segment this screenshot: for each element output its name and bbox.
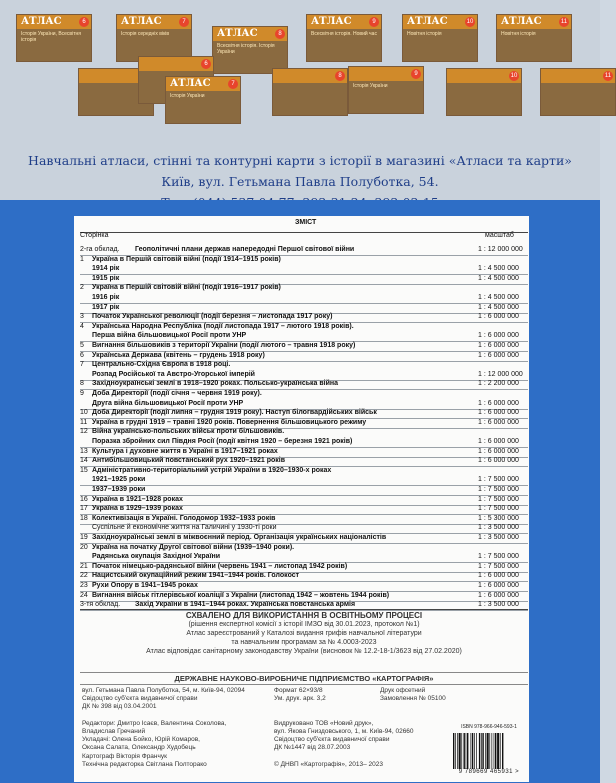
isbn-text: ISBN 978-966-946-593-1 [461,724,517,730]
toc-entry-text: Україна в Першій світовій війні (події 1914–1915 років) [92,255,281,263]
toc-scale: 1 : 3 500 000 [478,601,519,609]
shop-address: Київ, вул. Гетьмана Павла Полуботка, 54. [161,174,439,189]
barcode-bar [502,733,503,769]
toc-entry-text: Антибільшовицький повстанський рух 1920–1921 років [92,457,286,465]
toc-entry-text: Нацистський окупаційний режим 1941–1944 років. Голокост [92,572,300,580]
toc-entry-text: Геополітичні плани держав напередодні Першої світової війни [135,246,355,253]
atlas-cover [116,14,192,62]
imprint-line: Друк офсетний [380,687,426,694]
toc-page-number: 17 [80,505,88,513]
toc-page-number: 8 [80,380,84,388]
atlas-cover [496,14,572,62]
barcode-bar [453,733,454,769]
col-scale-label: масштаб [485,232,514,239]
toc-page-number: 15 [80,466,88,474]
barcode-bar [485,733,486,769]
toc-entry-text: Українська Народна Республіка (події листопада 1917 – лютого 1918 років). [92,322,354,330]
toc-scale: 1 : 7 500 000 [478,562,519,570]
imprint-line: вул. Гетьмана Павла Полуботка, 54, м. Київ-94, 02094 [82,687,245,694]
toc-entry-text: Культура і духовне життя в Україні в 1917–1921 роках [92,447,278,455]
toc-scale: 1 : 6 000 000 [478,351,519,359]
imprint-line: Картограф Вікторія Франчук [82,752,167,760]
imprint-line [274,753,454,761]
toc-row [80,360,528,370]
toc-entry-text: 1916 рік [92,294,120,301]
toc-page-number: 3 [80,313,84,321]
imprint-line: Владислав Гречаний [82,728,146,736]
toc-page-number: 11 [80,418,88,426]
toc-entry-text: Центрально-Східна Європа в 1918 році. [92,361,231,369]
toc-scale: 1 : 7 500 000 [478,486,519,493]
cover-title: АТЛАС [121,16,162,27]
toc-page-number: 5 [80,342,84,349]
toc-scale: 1 : 7 500 000 [478,476,519,484]
barcode-image [452,733,526,769]
barcode-bar [457,733,458,769]
toc-scale: 1 : 6 000 000 [478,438,519,445]
cover-grade-badge: 11 [560,19,568,25]
toc-entry-text: Поразка збройних сил Півдня Росії (події квітня 1920 – березня 1921 років) [92,438,353,445]
toc-page-number: 21 [80,562,88,570]
toc-scale: 1 : 4 500 000 [478,294,519,301]
toc-entry-text: 1921–1925 роки [92,476,146,484]
toc-entry-text: Війна українсько-польських військ проти більшовиків. [92,428,285,436]
imprint-line: вул. Якова Гниздовського, 1, м. Київ-94, 02660 [274,728,414,736]
toc-page-number: 19 [80,534,88,541]
toc-scale: 1 : 4 500 000 [478,265,519,273]
approval-line4: Атлас відповідає санітарному законодавству України (висновок № 12.2-18-1/3623 від 27.02.2020) [146,648,462,655]
toc-entry-text: Україна на початку Другої світової війни (1939–1940 роки). [92,543,295,551]
col-page-label: Сторінка [80,232,109,239]
cover-subtitle: Всесвітня історія. Історія України [217,43,275,55]
toc-scale: 1 : 4 500 000 [478,274,519,282]
cover-subtitle: Історія України, Всесвітня історія [21,31,81,43]
toc-page-number: 7 [80,361,84,369]
atlas-cover [212,26,288,74]
toc-entry-text: 1937–1939 роки [92,486,146,493]
toc-page-number: 18 [80,514,88,522]
barcode-bar [495,733,496,769]
toc-entry-text: 1915 рік [92,274,120,282]
toc-row [80,427,528,437]
toc-entry-text: Початок Української революції (події березня – листопада 1917 року) [92,313,333,321]
toc-entry-text: Україна в грудні 1919 – травні 1920 років. Повернення більшовицького режиму [92,418,367,426]
atlas-cover [165,76,241,124]
imprint-line: ДК №1447 від 28.07.2003 [274,744,351,752]
atlas-covers [0,0,612,134]
barcode-bar [455,733,456,769]
toc-entry-text: Суспільне й економічне життя на Галичині у 1930-ті роки [92,524,277,532]
toc-page-number: 3-тя обклад. [80,601,121,609]
imprint-line: ДК № 398 від 03.04.2001 [82,703,157,711]
toc-entry-text: Захід України в 1941–1944 роках. Українська повстанська армія [135,601,356,609]
toc-page-number: 2-га обклад. [80,246,120,253]
approval-line1: (рішення експертної комісії з історії ІМЗО від 30.01.2023, протокол №1) [188,621,420,628]
cover-subtitle: Історія України [353,83,388,89]
cover-grade-badge: 7 [228,79,238,89]
toc-row [80,466,528,476]
cover-title: АТЛАС [407,16,448,27]
toc-row [80,389,528,399]
toc-scale: 1 : 4 500 000 [478,303,519,311]
shop-info-line1: Навчальні атласи, стінні та контурні карти з історії в магазині «Атласи та карти» [28,153,572,168]
toc-title: ЗМІСТ [295,219,317,226]
cover-subtitle: Всесвітня історія. Новий час [311,31,377,37]
toc-page-number: 23 [80,582,88,589]
toc-page-number: 20 [80,543,88,551]
toc-page-number: 2 [80,284,84,292]
toc-entry-text: Україна в Першій світовій війні (події 1916–1917 років) [92,284,281,292]
toc-entry-text: Колективізація в Україні. Голодомор 1932–1933 років [92,514,276,522]
barcode-bar [467,733,468,769]
imprint-line: Свідоцтво суб'єкта видавничої справи [274,736,390,744]
toc-scale: 1 : 12 000 000 [478,246,523,253]
barcode-bar [500,733,501,769]
toc-entry-text: 1914 рік [92,265,120,273]
approval-line2: Атлас зареєстрований у Каталозі видання грифів навчальної літератури [186,630,422,637]
toc-page-number: 16 [80,495,88,503]
toc-entry-text: Друга війна більшовицької Росії проти УНР [92,399,244,407]
atlas-cover [540,68,616,116]
atlas-cover [348,66,424,114]
toc-scale: 1 : 5 300 000 [478,514,519,522]
imprint-line [82,712,272,720]
barcode-bar [459,733,461,769]
toc-rows [80,245,528,610]
imprint-col3 [380,687,460,703]
toc-entry-text: Вигнання військ гітлерівської коаліції з України (листопад 1942 – жовтень 1944 років) [92,591,390,599]
imprint-line: Оксана Салата, Олександр Худобець [82,744,196,752]
toc-page-number: 4 [80,322,84,330]
barcode-bar [494,733,495,769]
imprint-line [274,712,454,720]
approval-heading: СХВАЛЕНО ДЛЯ ВИКОРИСТАННЯ В ОСВІТНЬОМУ ПРОЦЕСІ [185,611,423,620]
barcode-bar [466,733,467,769]
toc-page-number: 1 [80,255,84,263]
barcode-bar [482,733,483,769]
toc-row [80,543,528,553]
barcode-bar [461,733,462,769]
toc-scale: 1 : 6 000 000 [478,332,519,340]
toc-entry-text: Україна в 1921–1928 роках [92,495,183,503]
imprint-line: Замовлення № 05100 [380,695,446,703]
cover-grade-badge: 6 [79,17,89,27]
imprint-line: Видруковано ТОВ «Новий друк», [274,719,374,727]
toc-entry-text: Розпад Російської та Австро-Угорської імперій [92,370,255,378]
toc-header [80,218,528,233]
toc-entry-text: 1917 рік [92,303,120,311]
barcode-bar [492,733,493,769]
toc-page-number: 6 [80,351,84,359]
barcode-bar [479,733,480,769]
approval-block [80,611,528,656]
toc-page-number: 10 [80,409,88,417]
atlas-cover [272,68,348,116]
toc-scale: 1 : 2 200 000 [478,380,519,388]
barcode-number: 9 789669 465931 > [458,769,520,775]
cover-grade-badge: 7 [179,17,189,27]
toc-scale: 1 : 6 000 000 [478,591,519,599]
cover-title: АТЛАС [311,16,352,27]
toc-scale: 1 : 6 000 000 [478,399,519,407]
toc-row [80,283,528,293]
toc-row [80,255,528,265]
toc-entry-text: Доба Директорії (події липня – грудня 1919 року). Наступ білогвардійських військ [92,409,377,417]
cover-grade-badge: 8 [275,29,285,39]
imprint-line: Свідоцтво суб'єкта видавничої справи [82,695,198,703]
toc-entry-text: Рухи Опору в 1941–1945 роках [92,582,198,589]
barcode-bar [489,733,490,769]
cover-subtitle: Історія України [170,93,205,99]
barcode-bar [487,733,489,769]
toc-scale: 1 : 6 000 000 [478,447,519,455]
atlas-cover [446,68,522,116]
toc-row [80,600,528,611]
imprint-line: Укладачі: Олена Бойко, Юрій Комаров, [82,736,200,744]
toc-entry-text: Українська Держава (квітень – грудень 1918 року) [92,351,265,359]
cover-grade-badge: 6 [201,59,211,69]
toc-scale: 1 : 6 000 000 [478,457,519,465]
imprint-line: Технічна редакторка Світлана Полторако [82,760,207,768]
cover-subtitle: Новітня історія [407,31,442,37]
imprint-line [274,703,454,711]
toc-scale: 1 : 6 000 000 [478,582,519,589]
toc-page-number: 13 [80,447,88,455]
cover-grade-badge: 11 [604,73,612,79]
toc-page-number: 12 [80,428,88,436]
imprint-line: Формат 62×93/8 [274,687,323,694]
toc-columns [80,232,528,244]
barcode-bar [481,733,482,769]
barcode-bar [472,733,473,769]
cover-title: АТЛАС [170,78,211,89]
toc-scale: 1 : 3 500 000 [478,524,519,532]
toc-entry-text: Перша війна більшовицької Росії проти УНР [92,332,247,340]
imprint-line: Ум. друк. арк. 3,2 [274,695,326,703]
toc-scale: 1 : 7 500 000 [478,495,519,503]
toc-entry-text: Україна в 1929–1939 роках [92,505,183,513]
toc-scale: 1 : 6 000 000 [478,313,519,321]
atlas-cover [16,14,92,62]
toc-entry-text: Адміністративно-територіальний устрій України в 1920–1930-х роках [92,466,332,474]
toc-row [80,322,528,332]
cover-grade-badge: 9 [369,17,379,27]
toc-page-number: 22 [80,572,88,580]
toc-scale: 1 : 7 500 000 [478,553,519,561]
cover-title: АТЛАС [217,28,258,39]
toc-scale: 1 : 6 000 000 [478,409,519,417]
publisher-name: ДЕРЖАВНЕ НАУКОВО-ВИРОБНИЧЕ ПІДПРИЄМСТВО «КАРТОГРАФІЯ» [80,672,528,685]
toc-scale: 1 : 6 000 000 [478,572,519,580]
toc-entry-text: Західноукраїнські землі в міжвоєнний період. Організація українських націоналістів [92,534,387,541]
cover-grade-badge: 10 [510,73,518,79]
top-advert-area [0,0,612,200]
barcode-bar [476,733,477,769]
toc-scale: 1 : 6 000 000 [478,418,519,426]
imprint-line: © ДНВП «Картографія», 2013– 2023 [274,760,383,768]
toc-page-number: 24 [80,591,88,599]
barcode-bar [497,733,499,769]
imprint-col1 [82,687,272,769]
approval-line3: та навчальним програмам за № 4.0003-2023 [231,639,377,646]
barcode-bar [474,733,475,769]
toc-entry-text: Радянська окупація Західної України [92,553,221,561]
toc-scale: 1 : 3 500 000 [478,534,519,541]
cover-grade-badge: 8 [335,71,345,81]
toc-page-number: 14 [80,457,88,465]
toc-scale: 1 : 6 000 000 [478,342,519,349]
toc-entry-text: Західноукраїнські землі в 1918–1920 роках. Польсько-українська війна [92,380,339,388]
barcode-bar [471,733,472,769]
cover-subtitle: Новітня історія [501,31,536,37]
toc-entry-text: Доба Директорії (події січня – червня 1919 року). [92,390,262,397]
barcode-bar [464,733,465,769]
cover-title: АТЛАС [21,16,62,27]
toc-scale: 1 : 12 000 000 [478,370,523,378]
toc-entry-text: Вигнання більшовиків з території України (події лютого – травня 1918 року) [92,342,356,349]
toc-entry-text: Початок німецько-радянської війни (червень 1941 – листопад 1942 років) [92,562,348,570]
toc-page-number: 9 [80,390,84,397]
cover-title: АТЛАС [501,16,542,27]
cover-subtitle: Історія середніх віків [121,31,170,37]
atlas-cover [402,14,478,62]
toc-scale: 1 : 7 500 000 [478,505,519,513]
cover-grade-badge: 10 [466,19,474,25]
cover-grade-badge: 9 [411,69,421,79]
atlas-cover [306,14,382,62]
imprint-line: Редактори: Дмитро Ісаєв, Валентина Соколова, [82,719,227,727]
